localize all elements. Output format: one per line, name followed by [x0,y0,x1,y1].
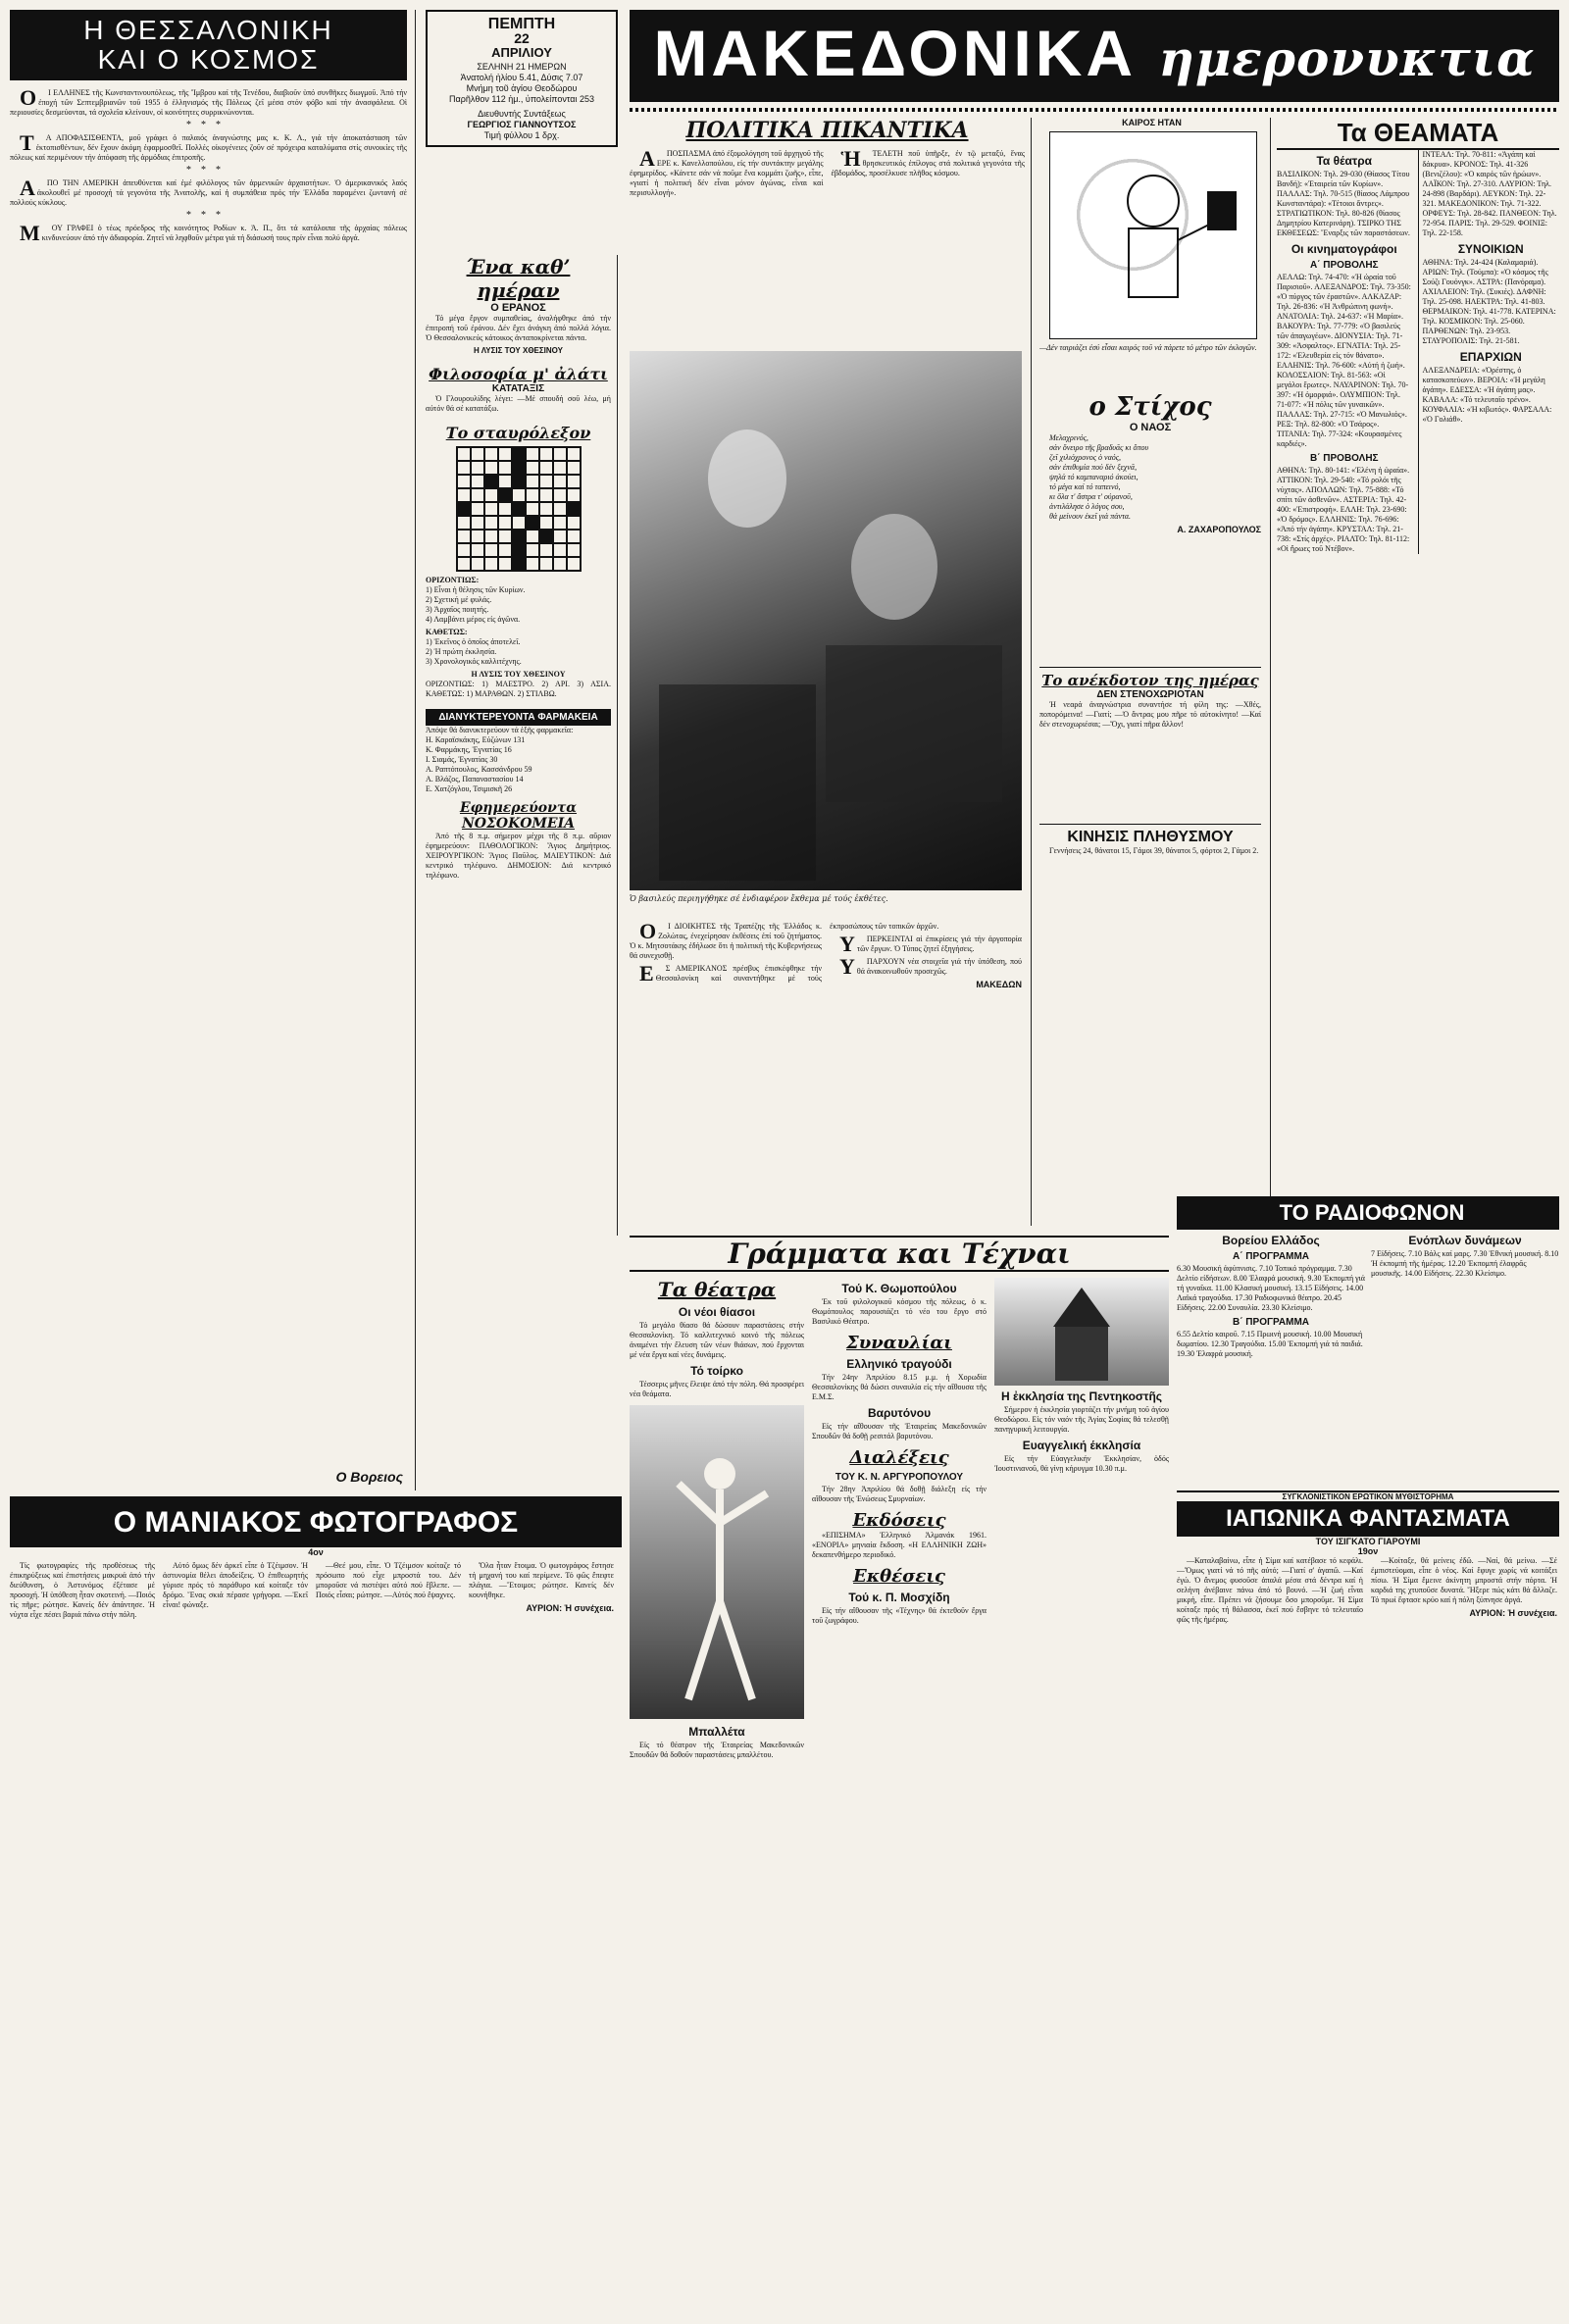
politics-paragraph: ΥΠΑΡΧΟΥΝ νέα στοιχεῖα γιά τήν ὑπόθεση, πού θά ἀνακοινωθοῦν προσεχῶς. [839,954,1022,979]
crossword-cell[interactable] [553,447,567,461]
hospitals-text [426,832,611,881]
crossword-cell[interactable] [457,543,471,557]
poem-line: ζεῖ χιλιόχρονος ὁ ναός, [1049,453,1122,462]
poem-block [1039,392,1261,534]
crossword-cell[interactable] [471,475,484,488]
pharmacies-intro: Ἀπόψε θά διανυκτερεύουν τά ἑξῆς φαρμακεῖα: [426,726,574,734]
population-paragraph: Γεννήσεις 24, θάνατοι 15, Γάμοι 39, θάνατοι 5, φόρτοι 2, Γάμοι 2. [1049,846,1259,855]
arts-thomopoulos-title: Τού Κ. Θωμοπούλου [841,1282,957,1295]
crossword-cell[interactable] [553,530,567,543]
church-photo [994,1278,1169,1386]
crossword-cell[interactable] [539,557,553,571]
arts-synavlia-sub: Ελληνικό τραγούδι [846,1357,952,1371]
crossword-cell[interactable] [539,461,553,475]
evangelical-paragraph: Εἰς τήν Εὐαγγελικήν Ἐκκλησίαν, ὁδός Ἰουστινιανοῦ, θά γίνῃ κήρυγμα 10.30 π.μ. [994,1454,1169,1473]
masthead-title: ΜΑΚΕΔΟΝΙΚΑ [653,17,1138,89]
serial-photographer-paragraph: Αὐτό ὅμως δέν ἀρκεῖ εἶπε ὁ Τζέιμσον. Ἡ ἀστυνομία θέλει ἀποδείξεις. Ὁ ἐπιθεωρητής γύρισε πρός τό παράθυρο καί κοίταξε τόν δρόμο. Ἕνας σκιά πέρασε γρήγορα. —Ἐκεῖ εἶναι! φώναξε. [163,1561,308,1609]
pharmacy-item: Κ. Φαρμάκης, Ἐγνατίας 16 [426,745,512,754]
crossword-cell[interactable] [512,543,526,557]
hospitals-paragraph: Ἀπό τῆς 8 π.μ. σήμερον μέχρι τῆς 8 π.μ. αὔριον ἐφημερεύουν: ΠΑΘΟΛΟΓΙΚΟΝ: Ἅγιος Δημήτριος. ΧΕΙΡΟΥΡΓΙΚΟΝ: Ἅγιος Παῦλος. ΜΑΙΕΥΤΙΚΟΝ: Διά κεντρικό τηλέφωνο. ΔΗΜΟΣΙΟΝ: Διά κεντρικό τηλέφωνο. [426,832,611,880]
arts-section [630,1236,1169,2304]
arts-col-2 [812,1278,987,1763]
crossword-cell[interactable] [484,530,498,543]
politics-text [630,146,1025,345]
pharmacies-title: ΔΙΑΝΥΚΤΕΡΕΥΟΝΤΑ ΦΑΡΜΑΚΕΙΑ [426,709,611,726]
crossword-clues [426,576,611,699]
crossword-cell[interactable] [512,447,526,461]
arts-columns [630,1278,1169,1763]
radio-b-head: Β΄ ΠΡΟΓΡΑΜΜΑ [1232,1317,1310,1328]
crossword-cell[interactable] [484,488,498,502]
date-month: ΑΠΡΙΛΙΟΥ [491,45,552,60]
arts-torpedo-title: Τό τοίρκο [690,1364,743,1378]
feature-column [10,10,416,1490]
crossword-cell[interactable] [539,516,553,530]
crossword-cell[interactable] [484,461,498,475]
arts-exhibitions-title: Εκθέσεις [852,1566,946,1587]
arts-theatre-paragraph: Τό μεγάλο θίασο θά δώσουν παραστάσεις στήν Θεσσαλονίκη. Τό καλλιτεχνικό κοινό τῆς πόλεως ἀναμένει τήν ἔλευση τῶν νέων θιάσων, πού ἔρχονται μέ νέα ἔργα καί νέες δυνάμεις. [630,1321,804,1359]
arts-ballet-paragraph: Εἰς τό θέατρον τῆς Ἑταιρείας Μακεδονικῶν Σπουδῶν θά δοθοῦν παραστάσεις μπαλλέτου. [630,1741,804,1759]
poem-column [1039,118,1271,1226]
serial-japanese [1177,1490,1559,2304]
arts-events-text [812,1531,987,1560]
poem-lines [1039,433,1261,522]
arts-synavlia-text [812,1373,987,1402]
crossword-cell[interactable] [484,543,498,557]
poem-line: κι ὅλα τ' ἄστρα τ' οὐρανοῦ, [1049,492,1133,501]
crossword-cell[interactable] [567,516,581,530]
poem-line: σάν ἐπιθυμία πού δέν ξεχνᾶ, [1049,463,1138,472]
arts-exhibitions-sub: Τού κ. Π. Μοσχίδη [848,1591,950,1604]
masthead [630,10,1559,102]
crossword-cell[interactable] [526,461,539,475]
crossword-cell[interactable] [484,557,498,571]
crossword-cell[interactable] [484,502,498,516]
serial-japanese-paragraph: —Κοίταξε, θά μείνεις ἐδῶ. —Ναί, θά μείνω. —Σέ ἐμπιστεύομαι, εἶπε ὁ νέος. Καί ἔφυγε χωρίς νά κοιτάξει πίσω. Ἡ Σίμα ἔμεινε ἀκίνητη μπροστά στήν πόρτα. Ἡ καρδιά της χτυποῦσε δυνατά. Ἤξερε πώς κάτι θά ἄλλαζε. Τό πρωί ἔφτασε κρύο καί ἡ πόλη ξύπνησε ἀργά. [1371,1556,1557,1604]
crossword-cell[interactable] [471,543,484,557]
serial-photographer-columns [10,1561,622,1623]
masthead-wrap [630,10,1559,104]
daily-text [426,314,611,343]
crossword-vertical-label: ΚΑΘΕΤΩΣ: [426,628,468,636]
radio-banner: ΤΟ ΡΑΔΙΟΦΩΝΟΝ [1177,1196,1559,1230]
serial-japanese-episode: 19ον [1357,1546,1379,1556]
serial-photographer-col4 [469,1561,614,1623]
radio-col-right [1371,1230,1559,1359]
crossword-cell[interactable] [512,461,526,475]
arts-ballet-text [630,1741,804,1760]
cartoon-figure-icon [1050,132,1256,338]
crossword-cell[interactable] [553,516,567,530]
serial-japanese-kicker: ΣΥΓΚΛΟΝΙΣΤΙΚΟΝ ΕΡΩΤΙΚΟΝ ΜΥΘΙΣΤΟΡΗΜΑ [1282,1492,1454,1501]
anecdote-title: Το ανέκδοτον της ημέρας [1041,672,1259,689]
crossword-cell[interactable] [567,475,581,488]
crossword-cell[interactable] [567,502,581,516]
crossword-cell[interactable] [457,557,471,571]
crossword-cell[interactable] [553,461,567,475]
arts-thomopoulos-paragraph: Ἐκ τοῦ φιλολογικοῦ κόσμου τῆς πόλεως, ὁ κ. Θωμόπουλος παρουσιάζει τό νέο του ἔργο στό Βασιλικό Θέατρο. [812,1297,987,1326]
daily-column [426,255,618,1236]
arts-events-title: Εκδόσεις [852,1510,946,1531]
hospitals-title: Εφημερεύοντα ΝΟΣΟΚΟΜΕΙΑ [459,800,578,832]
philosophy-text [426,394,611,414]
serial-japanese-col1 [1177,1556,1363,1628]
crossword-cell[interactable] [471,530,484,543]
pharmacy-item: Α. Βλάζος, Παπαναστασίου 14 [426,775,524,783]
church-paragraph: Σήμερον ἡ ἐκκλησία γιορτάζει τήν μνήμη τοῦ ἁγίου Θεοδώρου. Εἰς τόν ναόν τῆς Ἁγίας Σοφίας θά τελεσθῇ πανηγυρική λειτουργία. [994,1405,1169,1434]
crossword-cell[interactable] [498,461,512,475]
daily-subtitle: Ο ΕΡΑΝΟΣ [490,302,546,314]
crossword-cell[interactable] [539,488,553,502]
date-box-wrap [426,10,618,243]
price: Τιμή φύλλου 1 δρχ. [483,130,560,140]
crossword-grid-wrap [426,446,611,572]
serial-japanese-banner: ΙΑΠΩΝΙΚΑ ΦΑΝΤΑΣΜΑΤΑ [1177,1501,1559,1537]
radio-b-text: 6.55 Δελτίο καιροῦ. 7.15 Πρωινή μουσική. 10.00 Μουσική δωματίου. 12.30 Τραγούδια. 15.00 Ἐκπομπή γιά τά παιδιά. 19.30 Ἐλαφρά μουσική. [1177,1330,1363,1358]
crossword-cell[interactable] [457,516,471,530]
crossword-cell[interactable] [567,461,581,475]
radio-a-text: 6.30 Μουσική ἀφύπνισις. 7.10 Τοπικό πρόγραμμα. 7.30 Δελτίο εἰδήσεων. 8.00 Ἑλαφρά μουσική. 9.30 Ἐκπομπή γιά τή γυναῖκα. 11.00 Κλασική μουσική. 13.15 Εἰδήσεις. 14.00 Λαϊκά τραγούδια. 17.30 Ραδιοφωνικό θέατρο. 20.45 Εἰδήσεις. 22.00 Συναυλία. 23.30 Κλείσιμο. [1177,1264,1365,1312]
crossword-cell[interactable] [553,488,567,502]
pharmacy-item: Ι. Σιαμάς, Ἐγνατίας 30 [426,755,498,764]
divider-stars: *** [186,165,230,176]
feature-paragraph: ΟΙ ΕΛΛΗΝΕΣ τῆς Κωνσταντινουπόλεως, τῆς Ἴμβρου καί τῆς Τενέδου, διαβιοῦν ὑπό συνθῆκες διωγμοῦ. Ἀπό τήν ἐποχή τῶν Σεπτεμβριανῶν τοῦ 1955 ὁ ἑλληνισμός τῆς Πόλεως ζεῖ μέσα στόν φόβο καί τήν ἀνασφάλεια. Οἱ περιουσίες δεσμεύονται, τά σχολεῖα κλείνουν, οἱ κοινότητες συρρικνώνονται. [10,85,407,117]
theatres-list: ΒΑΣΙΛΙΚΟΝ: Τηλ. 29-030 (Θίασος Τίτου Βανδή): «Ἐταιρεία τῶν Κυρίων». ΠΑΛΛΑΣ: Τηλ. 70-515 (θίασος Λάμπρου Κωνσταντάρα): «Τέτοιοι ἄντρες». ΣΤΡΑΤΙΩΤΙΚΟΝ: Τηλ. 80-826 (θίασος Δημητρίου Κατερινάρη). ΤΣΙΡΚΟ ΤΗΣ ΕΚΘΕΣΕΩΣ: Ἔναρξις τῶν παραστάσεων. [1277,170,1410,237]
crossword-cell[interactable] [484,475,498,488]
cartoon-image [1049,131,1257,339]
crossword-cell[interactable] [567,557,581,571]
arts-ballet-title: Μπαλλέτα [688,1725,745,1739]
director-name: ΓΕΩΡΓΙΟΣ ΓΙΑΝΝΟΥΤΣΟΣ [467,120,577,129]
philosophy-paragraph: Ὁ Γλουρουλίδης λέγει: —Μέ σπουδή σοῦ λέω, μή αὐτόν θά σέ κατατάξω. [426,394,611,413]
serial-photographer-col2 [163,1561,308,1623]
divider-stars: *** [186,120,230,130]
politics-paragraph: ΟΙ ΔΙΟΙΚΗΤΕΣ τῆς Τραπέζης τῆς Ἑλλάδος κ. Ζολώτας, ἐνεχείρησαν ἐκθέσεις ἐπί τοῦ ζητήματος. Ὁ κ. Μητσοτάκης ἐδήλωσε ὅτι ἡ πολιτική τῆς Κυβερνήσεως θά συνεχισθῇ. [630,919,822,960]
arts-baritone-title: Βαρυτόνου [867,1406,932,1420]
dancer-icon [630,1405,804,1719]
second-run-list: ΑΘΗΝΑ: Τηλ. 80-141: «Ἑλένη ἡ ὡραία». ΑΤΤΙΚΟΝ: Τηλ. 29-540: «Τό ρολόι τῆς νύχτας». ΑΠΟΛΛΩΝ: Τηλ. 75-888: «Τό σπίτι τῶν ἀσθενῶν». ΑΣΤΕΡΙΑ: Τηλ. 42-400: «Ἐπιστροφή». ΕΛΛΗ: Τηλ. 23-690: «Ὁ δρόμος». ΕΛΛΗΝΙΣ: Τηλ. 76-696: «Ἀπό τήν ἀγάπη». ΚΡΥΣΤΑΛ: Τηλ. 21-738: «Στίς ἀρχές». ΡΙΑΛΤΟ: Τηλ. 81-112: «Οἱ ἥρωες τοῦ Ντέβον». [1277,466,1410,553]
evangelical-title: Ευαγγελική έκκλησία [1022,1439,1141,1452]
right-cinemas-list: ΙΝΤΕΑΛ: Τηλ. 70-811: «Ἀγάπη καί δάκρυα». ΚΡΟΝΟΣ: Τηλ. 41-326 (Βενιζέλου): «Ὁ καιρός τῶν ἡρώων». ΛΑΪΚΟΝ: Τηλ. 27-310. ΛΑΥΡΙΟΝ: Τηλ. 24-898 (Βαρδάρι). ΛΕΥΚΟΝ: Τηλ. 22-321. ΜΑΚΕΔΟΝΙΚΟΝ: Τηλ. 71-322. ΟΡΦΕΥΣ: Τηλ. 28-842. ΠΑΝΘΕΟΝ: Τηλ. 72-954. ΠΑΡΙΣ: Τηλ. 29-529. ΦΟΙΝΙΞ: Τηλ. 22-158. [1422,150,1557,237]
second-run-head: Β΄ ΠΡΟΒΟΛΗΣ [1309,453,1379,464]
church-text [994,1405,1169,1435]
crossword-cell[interactable] [457,447,471,461]
crossword-cell[interactable] [457,502,471,516]
crossword-clue: 1) Ἐκεῖνος ὁ ὁποῖος ἀποτελεῖ. [426,637,521,646]
radio-station: Βορείου Ελλάδος [1222,1234,1320,1247]
date-days-left: Παρῆλθον 112 ἡμ., ὑπολείπονται 253 [449,94,594,104]
crossword-clue: 2) Σχετική μέ φυλάς. [426,595,492,604]
date-sun: Ἀνατολή ἡλίου 5.41, Δύσις 7.07 [460,73,583,82]
arts-theatre-text [630,1321,804,1360]
arts-col-3 [994,1278,1169,1763]
crossword-cell[interactable] [526,502,539,516]
provinces-head: ΕΠΑΡΧΙΩΝ [1459,350,1522,364]
arts-exhibitions-text [812,1606,987,1626]
anecdote-paragraph: Ἡ νεαρά ἀναγνώστρια συναντήσε τή φίλη της: —Χθές, ποπορόμεινα! —Γιατί; —Ὁ ἄντρας μου πῆρε τό αὐτοκίνητο! —Καί δέν στενοχωριέσαι; —Ὄχι, γιατί πῆρα ἄλλον! [1039,700,1261,729]
population-title: ΚΙΝΗΣΙΣ ΠΛΗΘΥΣΜΟΥ [1067,829,1234,845]
photo-figures-icon [630,351,1022,890]
crossword-clue: 3) Χρονολογικός καλλιτέχνης. [426,657,522,666]
poem-line: Μελαχρινός, [1049,433,1088,442]
serial-photographer-col1 [10,1561,155,1623]
armed-forces-head: Ενόπλων δυνάμεων [1408,1234,1522,1247]
crossword-cell[interactable] [567,530,581,543]
entertainment-col-right [1418,150,1559,554]
crossword-cell[interactable] [471,461,484,475]
crossword-cell[interactable] [512,502,526,516]
arts-banner: Γράμματα και Τέχναι [630,1236,1169,1272]
crossword-cell[interactable] [471,488,484,502]
crossword-cell[interactable] [498,543,512,557]
daily-paragraph: Τό μέγα ἔργον συμπαθείας, ἀναλήφθηκε ἀπό τήν ἐπιτροπή τοῦ ἐράνου. Δέν ἔχει ἀνάγκη ἀπό πολλά λόγια. Ὁ Θεσσαλονικεύς κάτοικος ἀνταποκρίνεται πάντα. [426,314,611,342]
arts-events-paragraph: «ΕΠΙΣΗΜΑ» Ἑλληνικό Ἀλμανάκ 1961. «ΕΝΟΡΙΑ» μηνιαία ἔκδοση. «Η ΕΛΛΗΝΙΚΗ ΖΩΗ» δεκαπενθήμερο περιοδικό. [812,1531,987,1559]
director-label: Διευθυντής Συντάξεως [478,109,566,119]
crossword-cell[interactable] [457,461,471,475]
poem-subtitle: Ο ΝΑΟΣ [1129,422,1172,433]
crossword-cell[interactable] [457,475,471,488]
arts-baritone-text [812,1422,987,1441]
date-saint: Μνήμη τοῦ ἁγίου Θεοδώρου [466,83,578,93]
crossword-cell[interactable] [526,447,539,461]
crossword-cell[interactable] [526,516,539,530]
feature-paragraph: ΑΠΟ ΤΗΝ ΑΜΕΡΙΚΗ ἀπευθύνεται καί ἐμέ φιλόλογος τῶν ἀρμενικῶν ἀρχαιοτήτων. Ὁ ἀμερικανικός λαός ἀκολουθεῖ μέ προσοχή τά γεγονότα τῆς Ἀνατολῆς, καί ἡ συμπάθεια πρός τήν Ἑλλάδα παραμένει ζωντανή σέ πολλούς κύκλους. [10,176,407,207]
church-title: Η ἐκκλησία της Πεντηκοστῆς [1000,1389,1163,1403]
arts-synavlia-title: Συναυλίαι [846,1333,952,1353]
feature-signature: Ο Βορειος [335,1469,403,1485]
arts-synavlia-paragraph: Τήν 24ην Ἀπριλίου 8.15 μ.μ. ἡ Χορωδία Θεσσαλονίκης θά δώσει συναυλία εἰς τήν αἴθουσα τῆς Ε.Μ.Σ. [812,1373,987,1401]
theatres-head: Τα θέατρα [1316,154,1373,168]
ballet-photo [630,1405,804,1719]
politics-paragraph: ΥΠΕΡΚΕΙΝΤΑΙ αἱ ἐπικρίσεις γιά τήν ἀργοπορία τῶν ἔργων. Ὁ Τύπος ζητεῖ ἐξηγήσεις. [839,932,1022,956]
crossword-cell[interactable] [567,543,581,557]
crossword-cell[interactable] [567,488,581,502]
politics-photo-caption: Ὁ βασιλεύς περιηγήθηκε σέ ἐνδιαφέρον ἔκθεμα μέ τούς ἐκθέτες. [630,894,888,903]
politics-paragraph: ΕΣ ΑΜΕΡΙΚΑΝΟΣ πρέσβυς ἐπισκέφθηκε τήν Θεσσαλονίκη καί συναντήθηκε μέ τούς ἐκπροσώπους τῶν τοπικῶν ἀρχῶν. [639,922,939,985]
crossword-solution: ΟΡΙΖΟΝΤΙΩΣ: 1) ΜΑΕΣΤΡΟ. 2) ΑΡΙ. 3) ΑΣΙΑ. ΚΑΘΕΤΩΣ: 1) ΜΑΡΑΘΩΝ. 2) ΣΤΙΛΒΩ. [426,680,611,698]
serial-japanese-columns [1177,1556,1559,1628]
serial-photographer-continue: ΑΥΡΙΟΝ: Ἡ συνέχεια. [526,1603,614,1613]
suburbs-head: ΣΥΝΟΙΚΙΩΝ [1457,242,1524,256]
entertainment-columns [1277,150,1559,554]
politics-signature: ΜΑΚΕΔΩΝ [976,980,1022,989]
crossword-cell[interactable] [539,475,553,488]
serial-japanese-col2 [1371,1556,1557,1628]
population-block [1039,824,1261,859]
crossword-cell[interactable] [471,557,484,571]
crossword-title: Το σταυρόλεξον [445,424,591,442]
poem-signature: Α. ΖΑΧΑΡΟΠΟΥΛΟΣ [1177,525,1261,534]
crossword-cell[interactable] [498,488,512,502]
serial-photographer-paragraph: Ὅλα ἦταν ἕτοιμα. Ὁ φωτογράφος ἔστησε τή μηχανή του καί περίμενε. Τό φῶς ἔπεφτε πλάγια. —Ἕτοιμοι; ρώτησε. Κανείς δέν κουνήθηκε. [469,1561,614,1599]
crossword-cell[interactable] [526,475,539,488]
philosophy-heading: ΚΑΤΑΤΑΞΙΣ [491,383,545,394]
radio-a-head: Α΄ ΠΡΟΓΡΑΜΜΑ [1232,1251,1310,1262]
crossword-clue: 4) Λαμβάνει μέρος εἰς ἀγῶνα. [426,615,521,624]
politics-paragraph: ἩΤΕΛΕΤΗ ποῦ ὑπῆρξε, ἐν τῷ μεταξύ, ἕνας θρησκευτικός ἐπίλογος στά πολιτικά γεγονότα τῆς ἑβδομάδος, προσέλκυσε πλῆθος κόσμου. [831,146,1025,177]
serial-photographer-episode: 4ον [308,1547,324,1557]
date-moon: ΣΕΛΗΝΗ 21 ΗΜΕΡΩΝ [477,62,567,72]
entertainment-col-left [1277,150,1412,554]
radio-section [1177,1196,1559,1481]
politics-paragraph: ΑΠΟΣΠΑΣΜΑ ἀπό ἐξομολόγηση τοῦ ἀρχηγοῦ τῆς ΕΡΕ κ. Κανελλοπούλου, εἰς τήν συντάκτην μεγάλης ἐφημερίδος. «Κάνετε σάν νά ποῦμε ἕνα κομμάτι ζωῆς», εἶπε, «γιατί ἡ πολιτική δέν εἶναι μόνον ἀγώνας, εἶναι καί περισυλλογή». [630,146,824,197]
crossword-clue: 2) Ἡ πρώτη ἐκκλησία. [426,647,497,656]
arts-lectures-text [812,1485,987,1504]
crossword-grid[interactable] [456,446,582,572]
feature-paragraph: ΤΑ ΑΠΟΦΑΣΙΣΘΕΝΤΑ, μοῦ γράφει ὁ παλαιός ἀναγνώστης μας κ. Κ. Λ., γιά τήν ἀποκατάσταση τῶν ἐκτοπισθέντων, δέν ἔχουν ἀκόμη ἐφαρμοσθεῖ. Πολλές οἰκογένειες ζοῦν σέ πρόχειρα καταλύματα στίς συνοικίες τῆς πόλεως καί περιμένουν τήν ἀπόφαση τῆς ἁρμόδιας ἐπιτροπῆς. [10,130,407,162]
radio-col-left [1177,1230,1365,1359]
philosophy-title: Φιλοσοφία μ' ἀλάτι [429,365,608,383]
serial-photographer-col3 [316,1561,461,1623]
politics-kicker: ΠΟΛΙΤΙΚΑ ΠΙΚΑΝΤΙΚΑ [685,118,969,143]
crossword-solution-label: Η ΛΥΣΙΣ ΤΟΥ ΧΘΕΣΙΝΟΥ [471,670,566,679]
feature-body [10,85,407,245]
feature-title-line1: Η ΘΕΣΣΑΛΟΝΙΚΗ [83,15,333,45]
poem-line: θά μείνουν ἐκεῖ γιά πάντα. [1049,512,1132,521]
crossword-cell[interactable] [471,516,484,530]
serial-japanese-author: ΤΟΥ ΙΣΙΓΚΑΤΟ ΓΙΑΡΟΥΜΙ [1315,1537,1421,1546]
pharmacy-item: Α. Ραπτόπουλος, Κασσάνδρου 59 [426,765,532,774]
arts-baritone-paragraph: Εἰς τήν αἴθουσαν τῆς Ἑταιρείας Μακεδονικῶν Σπουδῶν θά δοθῇ ρεσιτάλ βαρυτόνου. [812,1422,987,1440]
crossword-cell[interactable] [553,502,567,516]
poem-line: σάν ὄνειρο τῆς βραδυᾶς κι ὅπου [1049,443,1149,452]
crossword-cell[interactable] [539,447,553,461]
arts-theatre-title: Τα θέατρα [657,1278,777,1301]
poem-line: ἀντιλάλησε ὁ λόγος σου, [1049,502,1125,511]
crossword-horizontal-label: ΟΡΙΖΟΝΤΙΩΣ: [426,576,480,584]
radio-columns [1177,1230,1559,1359]
crossword-cell[interactable] [457,488,471,502]
crossword-clue: 3) Ἀρχαῖος ποιητής. [426,605,489,614]
crossword-cell[interactable] [484,447,498,461]
date-day: ΠΕΜΠΤΗ [487,16,556,32]
poem-title: ο Στίχος [1088,392,1212,422]
crossword-cell[interactable] [512,530,526,543]
evangelical-text [994,1454,1169,1474]
crossword-cell[interactable] [498,447,512,461]
first-run-head: Α΄ ΠΡΟΒΟΛΗΣ [1309,260,1379,271]
daily-title: Ένα καθ’ ημέραν [466,255,571,302]
arts-torpedo-text [630,1380,804,1399]
cartoon-sub-caption: —Δέν ταιριάζει ἐσύ εἶσαι καιρός τοῦ νά πάρετε τό μέτρο τῶν ἐκλογῶν. [1039,343,1257,352]
armed-forces-text: 7 Εἰδήσεις. 7.10 Βάλς καί μαρς. 7.30 Ἐθνική μουσική. 8.10 Ἡ ἐκπομπή τῆς ἡμέρας. 12.20 Ἐκπομπή ἐλαφρᾶς μουσικῆς. 14.00 Εἰδήσεις. 22.30 Κλείσιμο. [1371,1249,1559,1278]
crossword-cell[interactable] [526,488,539,502]
crossword-cell[interactable] [512,516,526,530]
provinces-list: ΑΛΕΞΑΝΔΡΕΙΑ: «Ὀρέστης, ὁ κατασκοπεύων». ΒΕΡΟΙΑ: «Ἡ μεγάλη ἀγάπη». ΕΔΕΣΣΑ: «Ἡ ἀγάπη μας». ΚΑΒΑΛΑ: «Τό τελευταῖο τρένο». ΚΟΥΦΑΛΙΑ: «Ἡ κιβωτός». ΦΑΡΣΑΛΑ: «Ὁ Γολιάθ». [1422,366,1552,424]
arts-lectures-title: Διαλέξεις [849,1447,949,1468]
crossword-cell[interactable] [539,543,553,557]
entertainment-section [1277,118,1559,1196]
crossword-cell[interactable] [498,530,512,543]
anecdote-headline: ΔΕΝ ΣΤΕΝΟΧΩΡΙΟΤΑΝ [1096,689,1204,700]
crossword-cell[interactable] [553,543,567,557]
arts-exhibitions-paragraph: Εἰς τήν αἴθουσαν τῆς «Τέχνης» θά ἐκτεθοῦν ἔργα τοῦ ζωγράφου. [812,1606,987,1625]
anecdote-text [1039,700,1261,730]
feature-paragraph: ΜΟΥ ΓΡΑΦΕΙ ὁ τέως πρόεδρος τῆς κοινότητος Ροδίων κ. Ἀ. Π., ὅτι τά κατάλοιπα τῆς ἀρχαίας πόλεως κινδυνεύουν ἀπό τήν ἀδιαφορία. Ζητεῖ νά ληφθοῦν μέτρα γιά τή διάσωσή τους πρίν εἶναι πολύ ἀργά. [20,221,407,245]
masthead-stripe [630,108,1559,112]
serial-japanese-continue: ΑΥΡΙΟΝ: Ἡ συνέχεια. [1469,1608,1557,1618]
serial-photographer-paragraph: —Θεέ μου, εἶπε. Ὁ Τζέιμσον κοίταζε τό πρόσωπο πού εἶχε μπροστά του. Δέν μποροῦσε νά πιστέψει αὐτό πού ἔβλεπε. —Ποιός εἶσαι; ρώτησε. —Αὐτός πού ἔψαχνες. [316,1561,461,1599]
arts-theatre-sub: Οι νέοι θίασοι [678,1305,756,1319]
church-icon [994,1278,1169,1386]
crossword-cell[interactable] [567,447,581,461]
arts-torpedo-paragraph: Τέσσερις μῆνες ἔλειψε ἀπό τήν πόλη. Θά προσφέρει νέα θεάματα. [630,1380,804,1398]
crossword-cell[interactable] [512,488,526,502]
suburbs-list: ΑΘΗΝΑ: Τηλ. 24-424 (Καλαμαριά). ΑΡΙΩΝ: Τηλ. (Τούμπα): «Ὁ κόσμος τῆς Σούζι Γουόνγκ». ΑΣΤΡΑ: (Πανόραμα). ΑΧΙΛΛΕΙΟΝ: Τηλ. (Συκιές). ΔΑΦΝΗ: Τηλ. 25-098. ΗΛΕΚΤΡΑ: Τηλ. 41-803. ΘΕΡΜΑΙΚΟΝ: Τηλ. 41-778. ΚΑΤΕΡΙΝΑ: Τηλ. ΚΟΣΜΙΚΟΝ: Τηλ. 25-060. ΠΑΡΘΕΝΩΝ: Τηλ. 23-953. ΣΤΑΥΡΟΠΟΛΙΣ: Τηλ. 21-581. [1422,258,1556,345]
serial-japanese-paragraph: —Καταλαβαίνω, εἶπε ἡ Σίμα καί κατέβασε τό κεφάλι. —Ὅμως γιατί νά τό πῆς αὐτό; —Γιατί σ' ἀγαπῶ. —Καί ἐγώ. Ὁ ἄνεμος φυσοῦσε ἀπαλά μέσα στά δέντρα καί ἡ σελήνη ἀνέβαινε πάνω ἀπό τό βουνό. —Ἡ ζωή εἶναι μικρή, εἶπε. Πρέπει νά ζήσουμε ὅσο μποροῦμε. Ἡ Σίμα κοίταξε πρός τή θάλασσα, ἐκεῖ πού ἔσβηνε τό τελευταῖο φῶς τῆς ἡμέρας. [1177,1556,1363,1624]
crossword-cell[interactable] [498,557,512,571]
poem-line: τό μέγα καί τό ταπεινό, [1049,482,1121,491]
cartoon-caption: KAIPOΣ ΗΤΑΝ [1122,118,1182,127]
crossword-cell[interactable] [553,557,567,571]
crossword-clue: 1) Εἶναι ἡ θέλησις τῶν Κυρίων. [426,585,526,594]
date-number: 22 [514,30,530,46]
arts-lectures-sub: ΤΟΥ Κ. Ν. ΑΡΓΥΡΟΠΟΥΛΟΥ [835,1472,964,1483]
entertainment-title: Τα ΘΕΑΜΑΤΑ [1277,118,1559,150]
politics-section [630,118,1032,1226]
crossword-cell[interactable] [526,557,539,571]
politics-more-text [630,919,1022,1216]
crossword-cell[interactable] [526,543,539,557]
feature-title-line2: ΚΑΙ Ο ΚΟΣΜΟΣ [97,44,320,75]
crossword-cell[interactable] [512,557,526,571]
crossword-cell[interactable] [498,502,512,516]
crossword-cell[interactable] [471,502,484,516]
divider-stars: *** [186,210,230,221]
cinemas-head: Οι κινηματογράφοι [1291,242,1397,256]
serial-photographer [10,1496,622,2304]
crossword-cell[interactable] [484,516,498,530]
crossword-cell[interactable] [471,447,484,461]
crossword-cell[interactable] [539,530,553,543]
arts-lectures-paragraph: Τήν 28ην Ἀπριλίου θά δοθῇ διάλεξη εἰς τήν αἴθουσαν τῆς Ἑνώσεως Σμυρναίων. [812,1485,987,1503]
serial-photographer-banner: Ο ΜΑΝΙΑΚΟΣ ΦΩΤΟΓΡΑΦΟΣ [10,1498,622,1547]
daily-signature: Η ΛΥΣΙΣ ΤΟΥ ΧΘΕΣΙΝΟΥ [473,346,564,355]
crossword-cell[interactable] [498,475,512,488]
crossword-cell[interactable] [526,530,539,543]
anecdote-block [1039,667,1261,733]
pharmacy-item: Ε. Χατζόγλου, Τσιμισκῆ 26 [426,784,513,793]
feature-title [10,10,407,80]
population-text [1039,846,1261,856]
first-run-list: ΑΕΛΛΩ: Τηλ. 74-470: «Ἡ ὡραία τοῦ Παρισιοῦ». ΑΛΕΞΑΝΔΡΟΣ: Τηλ. 73-350: «Ὁ πύργος τῶν ἐραστῶν». ΑΛΚΑΖΑΡ: Τηλ. 26-836: «Ἡ Ἀνθρώπινη φωνή». ΑΝΑΤΟΛΙΑ: Τηλ. 24-637: «Ἡ Μαρία». ΒΑΚΟΥΡΑ: Τηλ. 77-779: «Ὁ βασιλεύς τῶν ἀπαγωγέων». ΔΙΟΝΥΣΙΑ: Τηλ. 71-309: «Ἀσφαλτος». ΕΓΝΑΤΙΑ: Τηλ. 25-172: «Ἐλευθερία εἰς τόν θάνατο». ΕΛΛΗΝΙΣ: Τηλ. 76-600: «Αὐτή ἡ ζωή». ΚΟΛΟΣΣΑΙΟΝ: Τηλ. 81-563: «Οἱ μεγάλοι ἔρωτες». ΝΑΥΑΡΙΝΟΝ: Τηλ. 70-397: «Ἡ ὀμορφιά». ΟΛΥΜΠΙΟΝ: Τηλ. 71-077: «Ἡ πόλις τῶν γυναικῶν». ΠΑΛΛΑΣ: Τηλ. 27-715: «Ὁ Μανωλιός». ΡΕΞ: Τηλ. 82-800: «Ὁ Τσάρος». ΤΙΤΑΝΙΑ: Τηλ. 77-324: «Κουρασμένες καρδιές». [1277,273,1411,448]
crossword-cell[interactable] [553,475,567,488]
date-box [426,10,618,147]
masthead-subtitle: ημερονυκτια [1158,29,1536,87]
crossword-cell[interactable] [539,502,553,516]
pharmacies-list [426,726,611,794]
pharmacy-item: Η. Καραϊσκάκης, Εὐζώνων 131 [426,735,526,744]
arts-col-1 [630,1278,804,1763]
arts-thomopoulos-text [812,1297,987,1327]
crossword-cell[interactable] [512,475,526,488]
newspaper-page [10,10,1559,2304]
serial-photographer-paragraph: Τίς φωτογραφίες τῆς προθέσεως τῆς ἐπικηρύξεως καί ἐπιστήσεις μακρυά ἀπό τήν διεύθυνση, ὁ Ἀστυνόμος ἐξέτασε μέ προσοχή. Ἡ ὑπόθεση ἦταν σκοτεινή. —Ποιός τίς πῆρε; ρώτησε. Κανείς δέν ἀπάντησε. Ἡ νύχτα εἶχε πέσει βαριά πάνω στήν πόλη. [10,1561,155,1619]
crossword-cell[interactable] [457,530,471,543]
politics-photo [630,351,1022,890]
poem-line: ψηλά τό καμπαναριό ἀκούει, [1049,473,1139,481]
crossword-cell[interactable] [498,516,512,530]
